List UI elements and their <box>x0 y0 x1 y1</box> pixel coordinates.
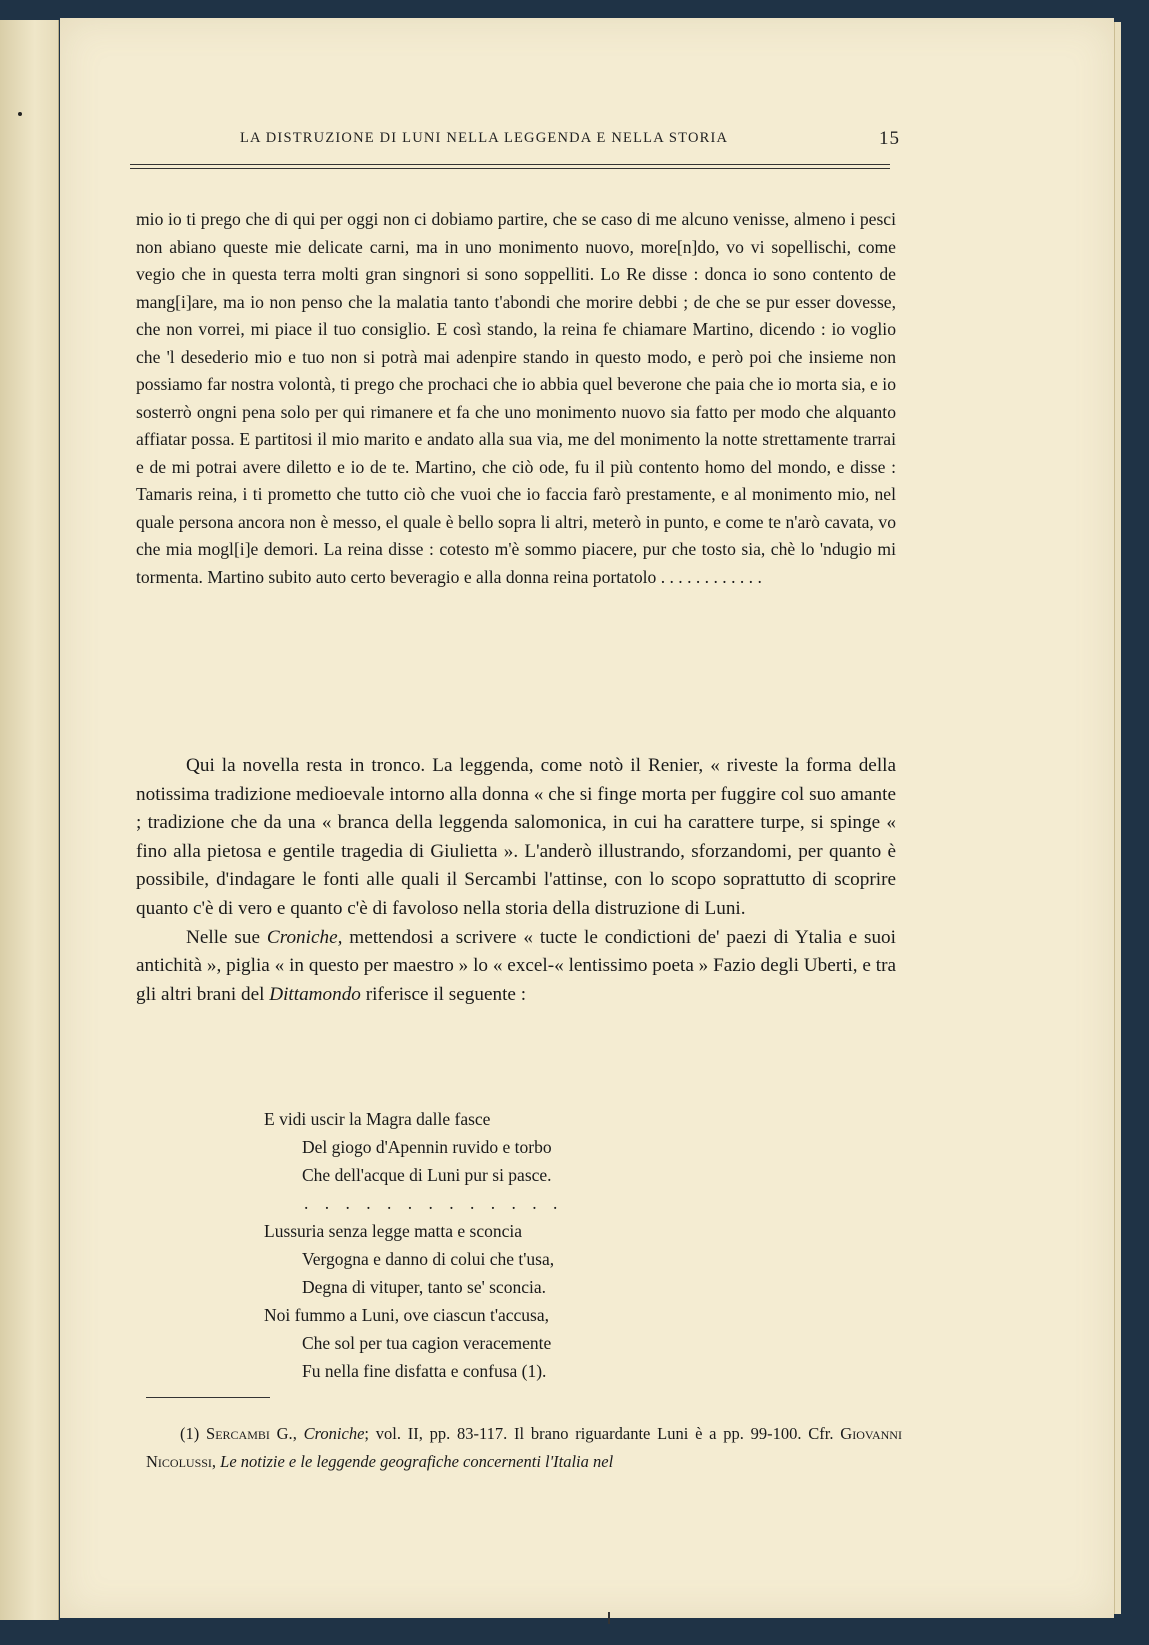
print-mark <box>608 1612 610 1624</box>
paragraph-2-end: riferisce il seguente : <box>360 983 527 1005</box>
header-rule <box>130 164 890 165</box>
quoted-letter-text: mio io ti prego che di qui per oggi non ci dobiamo partire, che se caso di me alcuno venisse, almeno i pesci non abiano queste mie delicate carni, ma in uno monimento nuovo, more[n]do, vo vi sopellischi, come vegio che in questa terra molti gran singnori si sono soppelliti. Lo Re disse : donca io sono contento de mang[i]are, ma io non penso che la malatia tanto t'abondi che morire debbi ; de che se pur esser dovesse, che non vorrei, mi piace il tuo consiglio. E così stando, la reina fe chiamare Martino, dicendo : io voglio che 'l desederio mio e tuo non si potrà mai adenpire stando in questo modo, e però poi che insieme non possiamo far nostra volontà, ti prego che prochaci che io abbia quel beverone che paia che io morta sia, e io sosterrò ongni pena solo per qui rimanere et fa che uno monimento nuovo sia fatto per modo che alquanto affiatar possa. E partitosi il mio marito e andato alla sua via, me del monimento la notte strettamente trarrai e de mi potrai avere diletto e io de te. Martino, che ciò ode, fu il più contento homo del mondo, e disse : Tamaris reina, i ti prometto che tutto ciò che vuoi che io faccia farò prestamente, e al monimento mio, nel quale persona ancora non è messo, el quale è bello sopra li altri, meterò in punto, e come te n'arò cavata, vo che mia mogl[i]e demori. La reina disse : cotesto m'è sommo piacere, pur che tosto sia, chè lo 'ndugio mi tormenta. Martino subito auto certo beveragio e alla donna reina portatolo . . . . . . . . . . . . <box>136 209 896 587</box>
page-number: 15 <box>879 128 900 149</box>
facing-page-edge <box>0 20 59 1620</box>
title-croniche: Croniche, <box>266 926 343 948</box>
quoted-letter-block <box>136 206 896 591</box>
paragraph-1: Qui la novella resta in tronco. La leggenda, come notò il Renier, « riveste la forma della notissima tradizione medioevale intorno alla donna « che si finge morta per fuggire col suo amante ; tradizione che da una « branca della leggenda salomonica, in cui ha carattere turpe, si spinge « fino alla pietosa e gentile tragedia di Giulietta ». L'anderò illustrando, sforzandomi, per quanto è possibile, d'indagare le fonti alle quali il Sercambi l'attinse, con lo scopo soprattutto di scoprire quanto c'è di vero e quanto c'è di favoloso nella storia della distruzione di Luni. <box>136 755 896 919</box>
footnote-work-title: Croniche <box>303 1424 365 1443</box>
footnote-author: Sercambi G. <box>206 1424 293 1443</box>
footnote <box>146 1420 902 1476</box>
paragraph-2-start: Nelle sue <box>186 926 267 948</box>
paragraph-2-middle: mettendosi a scrivere « tucte le condictioni de' paezi di Ytalia e suoi antichità », piglia « in questo per maestro » lo « excel-« lentissimo poeta » Fazio degli Uberti, e tra gli altri brani del <box>136 926 896 1005</box>
verse-line: Degna di vituper, tanto se' sconcia. <box>302 1277 546 1297</box>
verse-quotation <box>264 1105 784 1385</box>
verse-ellipsis: . . . . . . . . . . . . . <box>304 1193 564 1213</box>
footnote-rule <box>146 1397 270 1398</box>
footnote-text: ; vol. II, pp. 83-117. Il brano riguardante Luni è a pp. 99-100. Cfr. <box>364 1424 841 1443</box>
page-header <box>240 130 900 154</box>
verse-line: Che sol per tua cagion veracemente <box>302 1333 552 1353</box>
paragraph-2 <box>136 924 896 1010</box>
footnote-number: (1) <box>180 1424 207 1443</box>
verse-line: E vidi uscir la Magra dalle fasce <box>264 1109 491 1129</box>
footnote-1 <box>146 1420 902 1476</box>
header-rule-secondary <box>130 168 890 169</box>
verse-line: Vergogna e danno di colui che t'usa, <box>302 1249 555 1269</box>
footnote-author-2: Giovanni Nicolussi <box>146 1424 902 1471</box>
main-text <box>136 752 896 1009</box>
verse-line: Fu nella fine disfatta e confusa (1). <box>302 1361 547 1381</box>
ink-dot <box>18 112 22 116</box>
title-dittamondo: Dittamondo <box>269 983 361 1005</box>
footnote-work-title-2: Le notizie e le leggende geografiche concernenti l'Italia nel <box>220 1452 614 1471</box>
verse-line: Del giogo d'Apennin ruvido e torbo <box>302 1137 552 1157</box>
running-title: LA DISTRUZIONE DI LUNI NELLA LEGGENDA E NELLA STORIA <box>240 130 729 146</box>
verse-line: Che dell'acque di Luni pur si pasce. <box>302 1165 552 1185</box>
page-edge <box>1114 22 1121 1614</box>
footnote-separator-2: , <box>211 1452 221 1471</box>
footnote-separator: , <box>292 1424 304 1443</box>
verse-line: Noi fummo a Luni, ove ciascun t'accusa, <box>264 1305 550 1325</box>
verse-line: Lussuria senza legge matta e sconcia <box>264 1221 523 1241</box>
